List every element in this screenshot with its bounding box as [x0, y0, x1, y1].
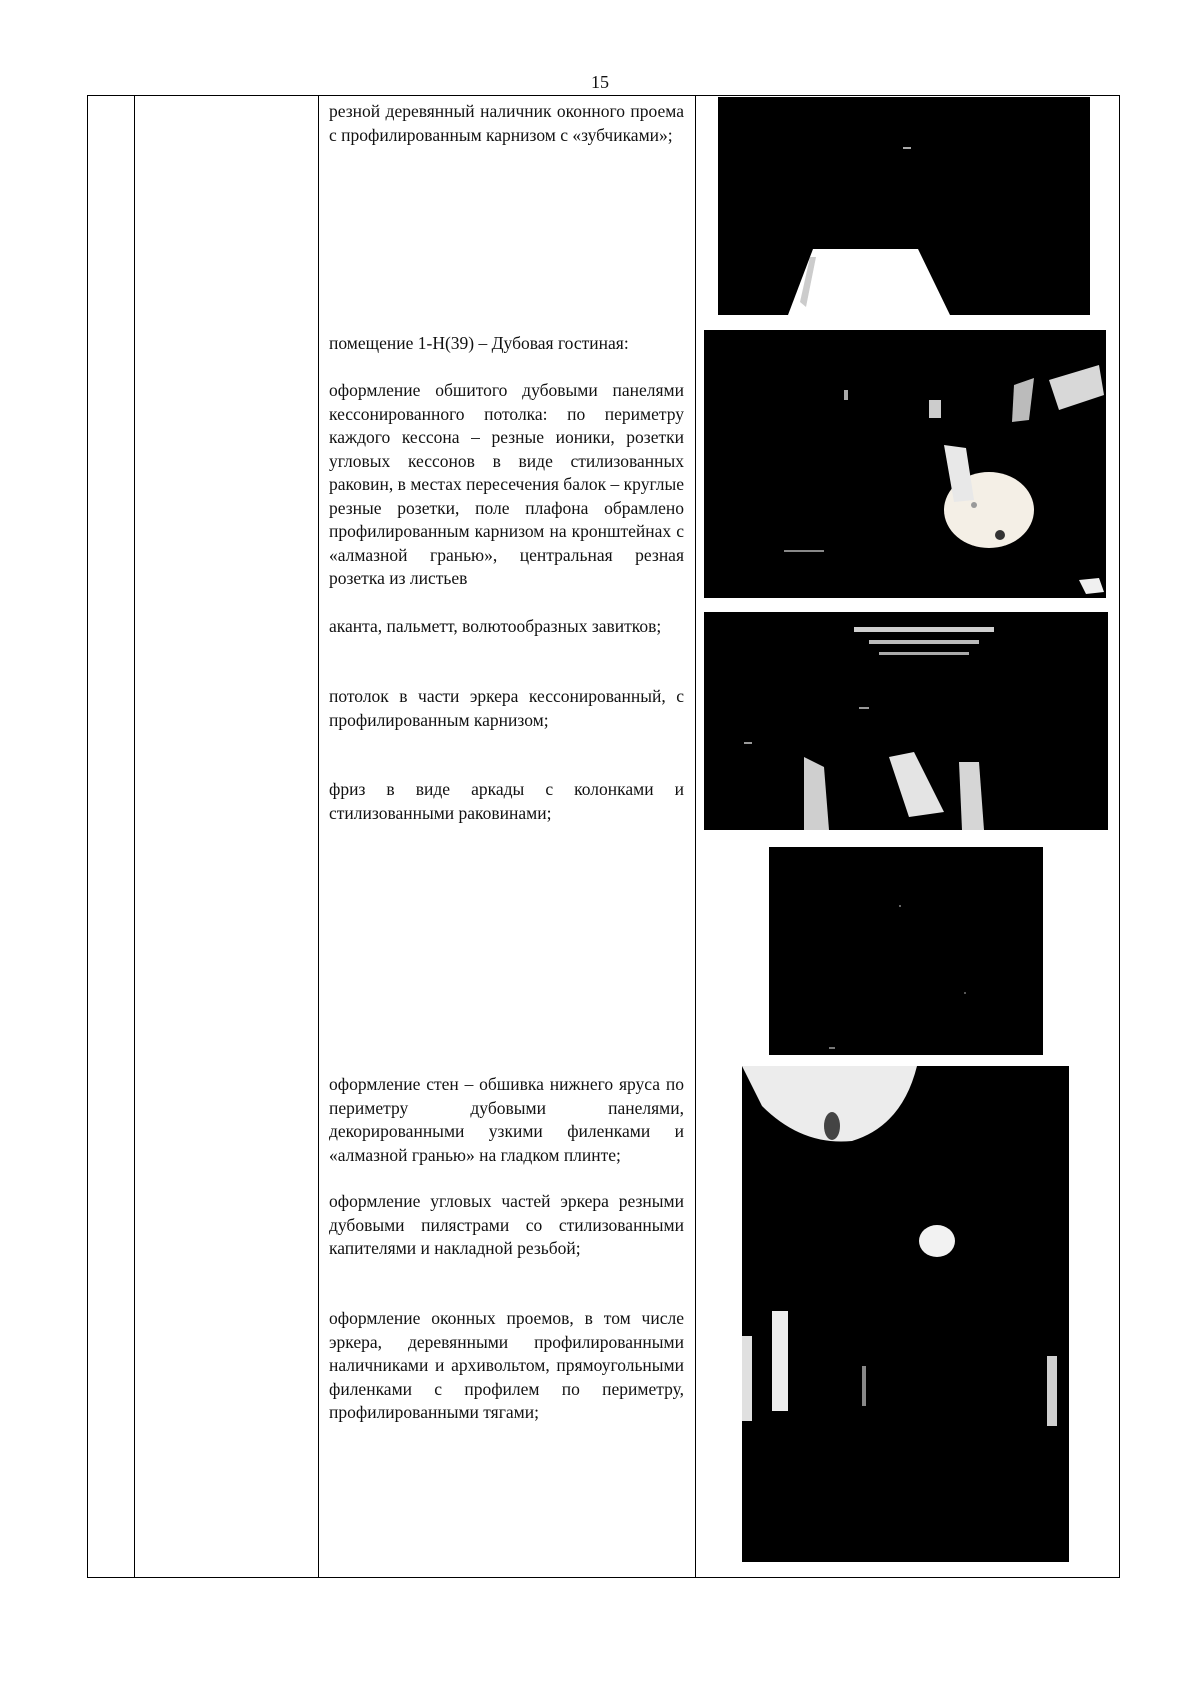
text-block-6: [329, 1073, 684, 1167]
text-block-7: [329, 1190, 684, 1261]
paragraph-frieze: фриз в виде аркады с колонками и стилизованными раковинами;: [329, 779, 684, 823]
paragraph-window-casing: резной деревянный наличник оконного проема с профилированным карнизом с «зубчиками»;: [329, 101, 684, 145]
photo-bay-ceiling: [704, 612, 1108, 830]
paragraph-window-openings: оформление оконных проемов, в том числе эркера, деревянными профилированными наличниками и архивольтом, прямоугольными филенками с профилем по периметру, профилированными тягами;: [329, 1308, 684, 1422]
photo-wall-paneling: [742, 1066, 1069, 1562]
column-divider-1: [134, 96, 135, 1577]
paragraph-ceiling: оформление обшитого дубовыми панелями кессонированного потолка: по периметру каждого кессона – резные ионики, розетки угловых кессонов в виде стилизованных раковин, в местах пересечения балок – круглые резные розетки, поле плафона обрамлено профилированным карнизом на кронштейнах с «алмазной гранью», центральная резная розетка из листьев: [329, 380, 684, 588]
text-block-8: [329, 1307, 684, 1425]
text-block-5: [329, 778, 684, 825]
paragraph-room-title: помещение 1-Н(39) – Дубовая гостиная:: [329, 333, 629, 353]
paragraph-ceiling-cont: аканта, пальметт, волютообразных завитков;: [329, 616, 662, 636]
column-divider-2: [318, 96, 319, 1577]
text-block-1: [329, 100, 684, 147]
text-block-3b: [329, 615, 684, 639]
page-number: 15: [591, 72, 609, 92]
text-block-2: [329, 332, 684, 356]
photo-dark-interior: [769, 847, 1043, 1055]
column-divider-3: [695, 96, 696, 1577]
paragraph-walls: оформление стен – обшивка нижнего яруса по периметру дубовыми панелями, декорированными узкими филенками и «алмазной гранью» на гладком плинте;: [329, 1074, 684, 1165]
paragraph-pilasters: оформление угловых частей эркера резными дубовыми пилястрами со стилизованными капителями и накладной резьбой;: [329, 1191, 684, 1258]
text-block-3: [329, 379, 684, 591]
photo-oak-ceiling: [704, 330, 1106, 598]
photo-window-casing: [718, 97, 1090, 315]
text-block-4: [329, 685, 684, 732]
paragraph-bay-ceiling: потолок в части эркера кессонированный, с профилированным карнизом;: [329, 686, 684, 730]
